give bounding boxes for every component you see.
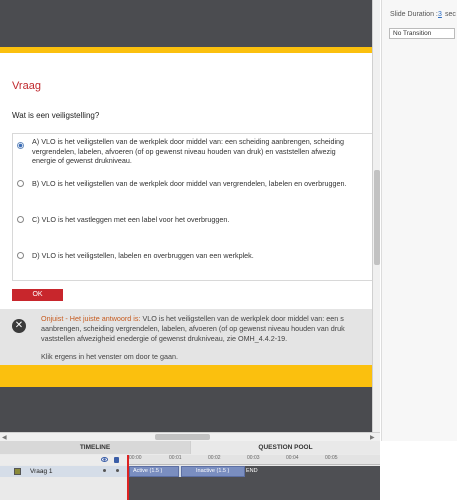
radio-button-a[interactable] (17, 142, 24, 149)
answer-text-d: D) VLO is het veiligstellen, labelen en overbruggen van een werkplek. (32, 251, 254, 260)
stage-horizontal-scrollbar[interactable] (0, 432, 380, 441)
timeline-empty-area (127, 477, 380, 500)
slide-title: Vraag (12, 80, 41, 92)
layer-lock-dot[interactable] (116, 469, 119, 472)
eye-icon[interactable] (101, 457, 108, 462)
answer-text-b: B) VLO is het veiligstellen van de werkplek door middel van vergrendelen, labelen en overbruggen. (32, 179, 347, 188)
continue-instruction: Klik ergens in het venster om door te gaan. (41, 352, 179, 361)
radio-button-c[interactable] (17, 216, 24, 223)
slide-bottom-stripe (0, 365, 372, 387)
timeline-end-region (245, 466, 380, 477)
feedback-text: Onjuist - Het juiste antwoord is: VLO is het veiligstellen van de werkplek door middel van: een s aanbrengen, scheiding vergrendelen, labelen, afvoeren (of op gewenst niveau houden van druk vaststellen afwezigheid enedergie of gewenst drukniveau, zie OMH_4.4.2-19. (41, 314, 345, 343)
tick-label: 00:01 (169, 455, 182, 461)
answer-text-c: C) VLO is het vastleggen met een label voor het overbruggen. (32, 215, 230, 224)
layer-type-icon (14, 468, 21, 475)
slide-duration-unit: sec (445, 11, 456, 18)
timeline-ruler[interactable] (127, 455, 380, 465)
timeline-panel (0, 441, 380, 500)
stage-vertical-scrollbar[interactable] (372, 0, 380, 432)
playhead[interactable] (127, 455, 129, 500)
slide-duration-value[interactable]: 3 (438, 11, 442, 18)
properties-panel (381, 0, 457, 441)
tick-label: 00:04 (286, 455, 299, 461)
scroll-right-arrow-icon[interactable]: ▶ (370, 435, 375, 441)
radio-button-d[interactable] (17, 252, 24, 259)
answers-box (12, 133, 372, 281)
ok-button[interactable]: OK (12, 289, 63, 301)
active-duration-bar[interactable]: Active (1.5 ) (129, 466, 179, 477)
panel-tabs (0, 441, 380, 454)
feedback-lead: Onjuist - Het juiste antwoord is: (41, 314, 141, 323)
answer-text-a: A) VLO is het veiligstellen van de werkplek door middel van: een scheiding aanbrengen, scheiding vergrendelen, labelen, afvoeren (of op gewenst niveau houden van druk) en vaststellen afwezig energie of gewenst drukniveau. (32, 137, 345, 165)
tick-label: 00:05 (325, 455, 338, 461)
layer-visibility-dot[interactable] (103, 469, 106, 472)
question-text: Wat is een veiligstelling? (12, 111, 100, 120)
layer-name: Vraag 1 (30, 468, 53, 475)
horizontal-scroll-thumb[interactable] (155, 434, 210, 440)
slide-duration-label: Slide Duration : (390, 11, 438, 18)
transition-select[interactable]: No Transition (389, 28, 455, 39)
incorrect-icon: ✕ (12, 319, 26, 333)
slide-body (0, 53, 372, 365)
feedback-panel[interactable] (0, 309, 372, 365)
tab-question-pool[interactable]: QUESTION POOL (190, 441, 380, 454)
tick-label: 00:03 (247, 455, 260, 461)
timeline-end-marker: END (246, 468, 258, 474)
scroll-left-arrow-icon[interactable]: ◀ (2, 435, 7, 441)
tab-timeline[interactable]: TIMELINE (0, 441, 190, 454)
lock-icon[interactable] (114, 457, 119, 463)
tick-label: 00:02 (208, 455, 221, 461)
slide-header-band (0, 0, 372, 47)
radio-button-b[interactable] (17, 180, 24, 187)
vertical-scroll-thumb[interactable] (374, 170, 380, 265)
inactive-duration-bar[interactable]: Inactive (1.5 ) (181, 466, 245, 477)
tick-label: 00:00 (129, 455, 142, 461)
